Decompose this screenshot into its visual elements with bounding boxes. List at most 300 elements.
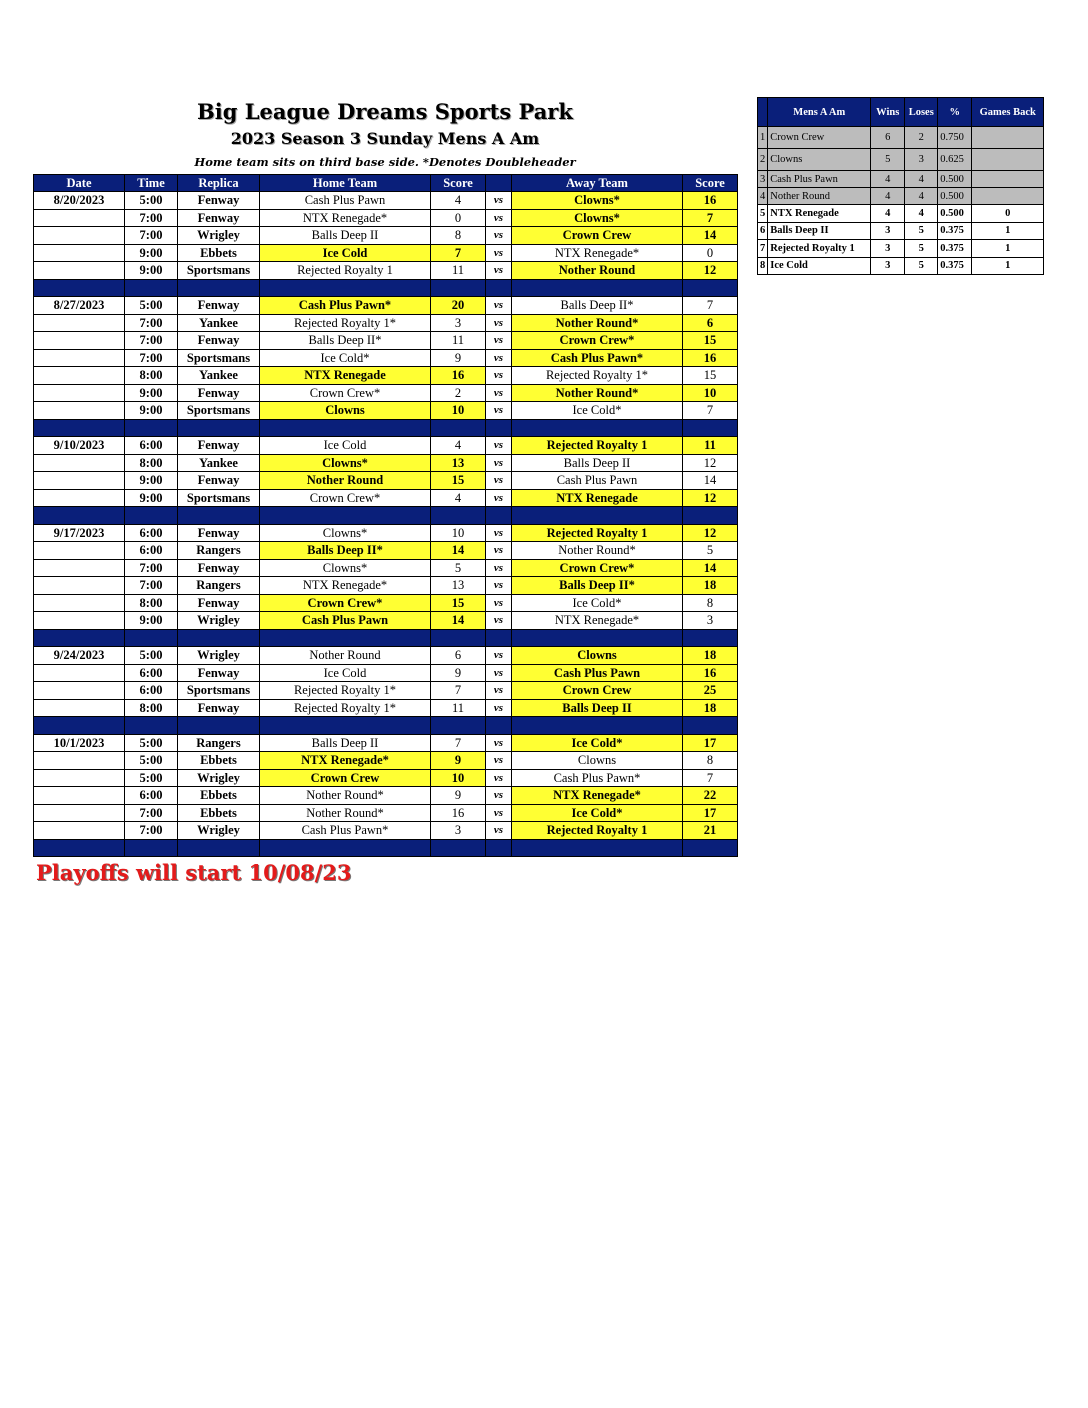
- separator-cell: [683, 279, 738, 297]
- away-score: 11: [683, 437, 738, 455]
- away-team: Balls Deep II: [512, 699, 683, 717]
- separator-cell: [486, 507, 512, 525]
- game-field: Fenway: [178, 437, 260, 455]
- game-field: Sportsmans: [178, 402, 260, 420]
- game-date: [34, 664, 125, 682]
- home-team: NTX Renegade: [260, 367, 431, 385]
- separator-cell: [512, 629, 683, 647]
- standings-table: [757, 97, 1044, 275]
- standing-team: Ice Cold: [768, 257, 871, 275]
- game-row: [34, 769, 738, 787]
- col-home-score: Score: [431, 175, 486, 192]
- away-score: 18: [683, 699, 738, 717]
- away-score: 6: [683, 314, 738, 332]
- game-date: [34, 209, 125, 227]
- standing-rank: 3: [758, 171, 768, 188]
- separator-cell: [178, 629, 260, 647]
- game-date: 9/10/2023: [34, 437, 125, 455]
- away-score: 25: [683, 682, 738, 700]
- home-team: Rejected Royalty 1*: [260, 699, 431, 717]
- separator-cell: [178, 419, 260, 437]
- separator-cell: [486, 279, 512, 297]
- separator-cell: [512, 279, 683, 297]
- game-row: [34, 594, 738, 612]
- standing-wins: 3: [871, 240, 905, 258]
- standing-wins: 3: [871, 222, 905, 240]
- away-team: NTX Renegade: [512, 489, 683, 507]
- away-score: 5: [683, 542, 738, 560]
- home-team: Ice Cold: [260, 244, 431, 262]
- home-score: 10: [431, 769, 486, 787]
- home-score: 13: [431, 454, 486, 472]
- game-field: Sportsmans: [178, 682, 260, 700]
- separator-cell: [260, 279, 431, 297]
- away-team: NTX Renegade*: [512, 612, 683, 630]
- home-score: 10: [431, 524, 486, 542]
- separator-cell: [34, 839, 125, 857]
- home-team: Nother Round: [260, 472, 431, 490]
- game-row: [34, 612, 738, 630]
- vs-label: vs: [486, 664, 512, 682]
- game-date: [34, 804, 125, 822]
- away-team: Clowns: [512, 752, 683, 770]
- vs-label: vs: [486, 769, 512, 787]
- away-team: Clowns*: [512, 209, 683, 227]
- separator-cell: [178, 507, 260, 525]
- game-date: [34, 332, 125, 350]
- home-team: Nother Round*: [260, 787, 431, 805]
- game-field: Fenway: [178, 209, 260, 227]
- standing-loses: 3: [905, 149, 938, 171]
- game-time: 9:00: [125, 262, 178, 280]
- standing-wins: 3: [871, 257, 905, 275]
- standing-pct: 0.500: [938, 171, 972, 188]
- home-score: 10: [431, 402, 486, 420]
- home-score: 14: [431, 542, 486, 560]
- vs-label: vs: [486, 559, 512, 577]
- away-score: 16: [683, 664, 738, 682]
- game-date: 9/17/2023: [34, 524, 125, 542]
- separator-cell: [34, 419, 125, 437]
- standing-loses: 4: [905, 171, 938, 188]
- home-score: 16: [431, 367, 486, 385]
- game-field: Ebbets: [178, 244, 260, 262]
- separator-cell: [125, 279, 178, 297]
- home-score: 11: [431, 262, 486, 280]
- away-score: 7: [683, 209, 738, 227]
- game-row: [34, 804, 738, 822]
- game-row: [34, 559, 738, 577]
- game-row: [34, 822, 738, 840]
- game-time: 9:00: [125, 384, 178, 402]
- away-score: 7: [683, 769, 738, 787]
- home-score: 11: [431, 699, 486, 717]
- game-time: 6:00: [125, 524, 178, 542]
- away-score: 12: [683, 262, 738, 280]
- separator-cell: [431, 839, 486, 857]
- game-date: 10/1/2023: [34, 734, 125, 752]
- vs-label: vs: [486, 542, 512, 560]
- standing-wins: 4: [871, 205, 905, 223]
- standing-rank: 6: [758, 222, 768, 240]
- separator-cell: [34, 279, 125, 297]
- game-time: 9:00: [125, 244, 178, 262]
- game-field: Fenway: [178, 524, 260, 542]
- vs-label: vs: [486, 297, 512, 315]
- separator-cell: [125, 507, 178, 525]
- away-team: Cash Plus Pawn*: [512, 769, 683, 787]
- separator-cell: [260, 507, 431, 525]
- standing-pct: 0.500: [938, 188, 972, 205]
- away-team: Ice Cold*: [512, 594, 683, 612]
- game-date: [34, 822, 125, 840]
- game-time: 8:00: [125, 699, 178, 717]
- home-score: 6: [431, 647, 486, 665]
- game-field: Ebbets: [178, 787, 260, 805]
- vs-label: vs: [486, 699, 512, 717]
- game-time: 5:00: [125, 734, 178, 752]
- away-team: NTX Renegade*: [512, 787, 683, 805]
- week-separator: [34, 839, 738, 857]
- home-score: 7: [431, 244, 486, 262]
- game-row: [34, 472, 738, 490]
- home-score: 8: [431, 227, 486, 245]
- away-score: 14: [683, 559, 738, 577]
- game-field: Fenway: [178, 699, 260, 717]
- game-time: 8:00: [125, 454, 178, 472]
- away-team: Balls Deep II: [512, 454, 683, 472]
- vs-label: vs: [486, 647, 512, 665]
- playoffs-notice: Playoffs will start 10/08/23: [36, 860, 352, 885]
- game-date: [34, 472, 125, 490]
- away-team: Nother Round*: [512, 314, 683, 332]
- away-score: 21: [683, 822, 738, 840]
- vs-label: vs: [486, 612, 512, 630]
- separator-cell: [512, 717, 683, 735]
- home-team: Cash Plus Pawn*: [260, 822, 431, 840]
- separator-cell: [125, 419, 178, 437]
- game-date: [34, 542, 125, 560]
- game-date: [34, 559, 125, 577]
- home-team: Clowns*: [260, 559, 431, 577]
- separator-cell: [486, 839, 512, 857]
- separator-cell: [34, 629, 125, 647]
- game-row: [34, 402, 738, 420]
- home-team: Clowns: [260, 402, 431, 420]
- away-score: 3: [683, 612, 738, 630]
- home-score: 5: [431, 559, 486, 577]
- standing-games-back: [972, 127, 1044, 149]
- home-score: 20: [431, 297, 486, 315]
- game-time: 7:00: [125, 349, 178, 367]
- separator-cell: [683, 839, 738, 857]
- vs-label: vs: [486, 244, 512, 262]
- col-replica: Replica: [178, 175, 260, 192]
- home-team: Clowns*: [260, 524, 431, 542]
- game-row: [34, 752, 738, 770]
- vs-label: vs: [486, 454, 512, 472]
- home-team: Rejected Royalty 1: [260, 262, 431, 280]
- away-team: Cash Plus Pawn: [512, 664, 683, 682]
- game-time: 7:00: [125, 332, 178, 350]
- away-score: 7: [683, 402, 738, 420]
- away-team: Cash Plus Pawn*: [512, 349, 683, 367]
- vs-label: vs: [486, 472, 512, 490]
- away-team: Ice Cold*: [512, 804, 683, 822]
- standing-pct: 0.375: [938, 257, 972, 275]
- game-field: Sportsmans: [178, 349, 260, 367]
- game-date: [34, 699, 125, 717]
- game-time: 5:00: [125, 192, 178, 210]
- home-score: 9: [431, 752, 486, 770]
- game-date: [34, 577, 125, 595]
- separator-cell: [178, 279, 260, 297]
- game-row: [34, 787, 738, 805]
- standing-pct: 0.625: [938, 149, 972, 171]
- away-score: 14: [683, 472, 738, 490]
- away-score: 0: [683, 244, 738, 262]
- col-vs: [486, 175, 512, 192]
- standing-pct: 0.375: [938, 240, 972, 258]
- home-score: 7: [431, 682, 486, 700]
- home-score: 3: [431, 314, 486, 332]
- game-date: [34, 489, 125, 507]
- game-time: 6:00: [125, 787, 178, 805]
- standing-loses: 5: [905, 257, 938, 275]
- standing-pct: 0.500: [938, 205, 972, 223]
- game-row: [34, 542, 738, 560]
- game-field: Rangers: [178, 577, 260, 595]
- home-score: 4: [431, 437, 486, 455]
- standings-row: [758, 240, 1044, 258]
- game-date: [34, 384, 125, 402]
- game-time: 9:00: [125, 489, 178, 507]
- game-time: 7:00: [125, 227, 178, 245]
- home-team: Cash Plus Pawn*: [260, 297, 431, 315]
- away-score: 22: [683, 787, 738, 805]
- game-date: [34, 402, 125, 420]
- game-row: [34, 209, 738, 227]
- away-team: Crown Crew: [512, 227, 683, 245]
- game-field: Yankee: [178, 314, 260, 332]
- game-date: [34, 314, 125, 332]
- game-row: [34, 227, 738, 245]
- away-score: 12: [683, 489, 738, 507]
- vs-label: vs: [486, 314, 512, 332]
- standing-wins: 6: [871, 127, 905, 149]
- vs-label: vs: [486, 594, 512, 612]
- home-team: Rejected Royalty 1*: [260, 314, 431, 332]
- away-team: Cash Plus Pawn: [512, 472, 683, 490]
- standing-loses: 5: [905, 222, 938, 240]
- separator-cell: [431, 629, 486, 647]
- game-row: [34, 384, 738, 402]
- game-time: 5:00: [125, 297, 178, 315]
- home-score: 15: [431, 472, 486, 490]
- home-score: 15: [431, 594, 486, 612]
- vs-label: vs: [486, 192, 512, 210]
- separator-cell: [34, 507, 125, 525]
- game-date: [34, 682, 125, 700]
- game-time: 6:00: [125, 437, 178, 455]
- week-separator: [34, 279, 738, 297]
- game-row: [34, 244, 738, 262]
- away-score: 15: [683, 332, 738, 350]
- standing-games-back: [972, 171, 1044, 188]
- game-row: [34, 699, 738, 717]
- game-time: 5:00: [125, 647, 178, 665]
- game-field: Wrigley: [178, 647, 260, 665]
- home-team: Nother Round*: [260, 804, 431, 822]
- col-away-team: Away Team: [512, 175, 683, 192]
- game-date: [34, 367, 125, 385]
- standing-team: Balls Deep II: [768, 222, 871, 240]
- separator-cell: [178, 839, 260, 857]
- game-date: 8/20/2023: [34, 192, 125, 210]
- game-time: 7:00: [125, 209, 178, 227]
- home-team: Clowns*: [260, 454, 431, 472]
- away-team: Ice Cold*: [512, 734, 683, 752]
- vs-label: vs: [486, 734, 512, 752]
- away-score: 8: [683, 752, 738, 770]
- away-score: 8: [683, 594, 738, 612]
- home-score: 0: [431, 209, 486, 227]
- separator-cell: [512, 507, 683, 525]
- standing-rank: 4: [758, 188, 768, 205]
- vs-label: vs: [486, 209, 512, 227]
- game-field: Yankee: [178, 454, 260, 472]
- vs-label: vs: [486, 752, 512, 770]
- game-field: Fenway: [178, 594, 260, 612]
- page-note: Home team sits on third base side. *Denotes Doubleheader: [194, 155, 576, 169]
- home-team: Cash Plus Pawn: [260, 612, 431, 630]
- standings-row: [758, 205, 1044, 223]
- vs-label: vs: [486, 682, 512, 700]
- separator-cell: [260, 629, 431, 647]
- game-row: [34, 577, 738, 595]
- home-score: 7: [431, 734, 486, 752]
- away-score: 17: [683, 804, 738, 822]
- game-field: Ebbets: [178, 752, 260, 770]
- home-team: Nother Round: [260, 647, 431, 665]
- standings-col-games-back: Games Back: [972, 98, 1044, 127]
- standings-col-pct: %: [938, 98, 972, 127]
- standings-col-loses: Loses: [905, 98, 938, 127]
- away-score: 7: [683, 297, 738, 315]
- away-team: Crown Crew*: [512, 332, 683, 350]
- standings-row: [758, 188, 1044, 205]
- game-row: [34, 664, 738, 682]
- separator-cell: [34, 717, 125, 735]
- vs-label: vs: [486, 349, 512, 367]
- game-field: Wrigley: [178, 227, 260, 245]
- game-time: 6:00: [125, 682, 178, 700]
- game-field: Fenway: [178, 472, 260, 490]
- home-team: Ice Cold: [260, 664, 431, 682]
- game-time: 5:00: [125, 752, 178, 770]
- standing-rank: 1: [758, 127, 768, 149]
- standings-row: [758, 149, 1044, 171]
- home-team: NTX Renegade*: [260, 209, 431, 227]
- standing-rank: 8: [758, 257, 768, 275]
- home-team: Crown Crew: [260, 769, 431, 787]
- game-date: 9/24/2023: [34, 647, 125, 665]
- game-field: Wrigley: [178, 822, 260, 840]
- away-team: Rejected Royalty 1: [512, 524, 683, 542]
- standing-games-back: [972, 188, 1044, 205]
- separator-cell: [260, 839, 431, 857]
- vs-label: vs: [486, 332, 512, 350]
- game-time: 9:00: [125, 612, 178, 630]
- home-team: Balls Deep II: [260, 734, 431, 752]
- game-date: [34, 244, 125, 262]
- game-row: [34, 332, 738, 350]
- home-score: 3: [431, 822, 486, 840]
- away-score: 14: [683, 227, 738, 245]
- vs-label: vs: [486, 804, 512, 822]
- separator-cell: [125, 629, 178, 647]
- week-separator: [34, 507, 738, 525]
- standing-loses: 5: [905, 240, 938, 258]
- standing-pct: 0.375: [938, 222, 972, 240]
- separator-cell: [486, 629, 512, 647]
- standings-header-row: [758, 98, 1044, 127]
- home-team: NTX Renegade*: [260, 752, 431, 770]
- away-team: Crown Crew*: [512, 559, 683, 577]
- home-team: Crown Crew*: [260, 489, 431, 507]
- game-row: [34, 682, 738, 700]
- separator-cell: [486, 717, 512, 735]
- away-team: Rejected Royalty 1*: [512, 367, 683, 385]
- standing-games-back: 0: [972, 205, 1044, 223]
- standing-games-back: 1: [972, 257, 1044, 275]
- game-time: 7:00: [125, 822, 178, 840]
- game-row: [34, 734, 738, 752]
- separator-cell: [260, 419, 431, 437]
- standings-row: [758, 127, 1044, 149]
- standing-loses: 2: [905, 127, 938, 149]
- game-time: 9:00: [125, 472, 178, 490]
- game-field: Ebbets: [178, 804, 260, 822]
- game-row: [34, 297, 738, 315]
- home-team: Ice Cold: [260, 437, 431, 455]
- away-score: 16: [683, 192, 738, 210]
- home-score: 4: [431, 489, 486, 507]
- separator-cell: [260, 717, 431, 735]
- game-time: 6:00: [125, 664, 178, 682]
- col-time: Time: [125, 175, 178, 192]
- game-field: Sportsmans: [178, 489, 260, 507]
- standing-team: Rejected Royalty 1: [768, 240, 871, 258]
- away-score: 18: [683, 577, 738, 595]
- away-team: Rejected Royalty 1: [512, 437, 683, 455]
- vs-label: vs: [486, 489, 512, 507]
- page-title: Big League Dreams Sports Park: [197, 99, 573, 124]
- game-field: Fenway: [178, 192, 260, 210]
- week-separator: [34, 717, 738, 735]
- standing-pct: 0.750: [938, 127, 972, 149]
- game-field: Wrigley: [178, 769, 260, 787]
- standing-team: Clowns: [768, 149, 871, 171]
- standings-row: [758, 257, 1044, 275]
- home-score: 16: [431, 804, 486, 822]
- week-separator: [34, 629, 738, 647]
- standings-col-rank: [758, 98, 768, 127]
- home-team: Balls Deep II: [260, 227, 431, 245]
- col-date: Date: [34, 175, 125, 192]
- away-score: 15: [683, 367, 738, 385]
- standing-rank: 7: [758, 240, 768, 258]
